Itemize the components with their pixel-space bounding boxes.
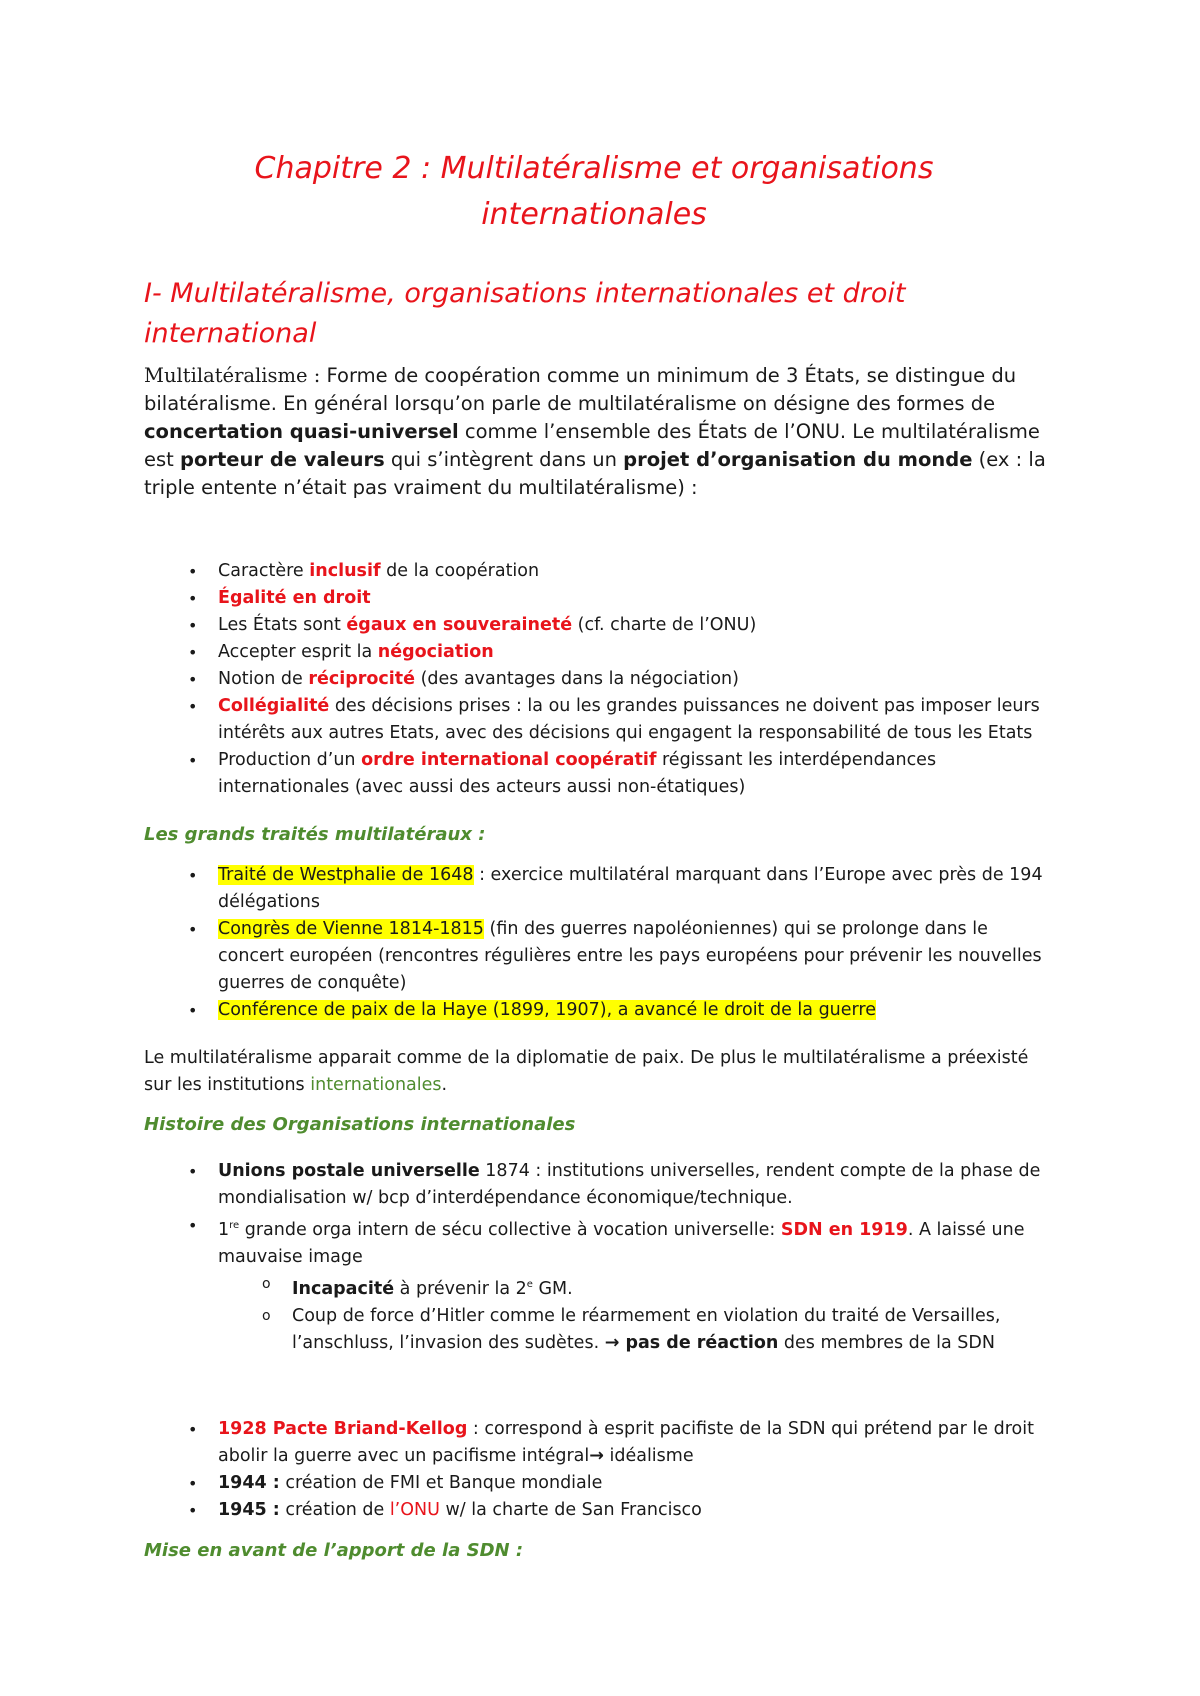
treaty-highlight: Conférence de paix de la Haye (1899, 1907), a avancé le droit de la guerre — [218, 1000, 877, 1020]
history-bold: 1944 : — [218, 1473, 280, 1493]
list-item — [144, 639, 1044, 666]
section-heading-line1: I- Multilatéralisme, organisations internationales et droit — [144, 278, 906, 309]
bullet-icon: • — [188, 670, 198, 689]
bullet-icon: • — [188, 1474, 198, 1493]
treaty-text: (fin des guerres napoléoniennes) qui se prolonge dans le concert européen (rencontres régulières entre les pays européens pour prévenir les nouvelles guerres de conquête) — [218, 919, 1042, 993]
bullet-icon: • — [188, 751, 198, 770]
sub-text: Coup de force d’Hitler comme le réarmement en violation du traité de Versailles, l’anschluss, l’invasion des sudètes. — [292, 1305, 1001, 1353]
history-heading: Histoire des Organisations internationales — [144, 1114, 576, 1135]
history-red: SDN en 1919 — [780, 1219, 908, 1240]
history-list — [144, 1158, 1044, 1357]
value-pre: Les États sont — [218, 615, 347, 635]
history-text: . A laissé une mauvaise image — [218, 1219, 1025, 1267]
bullet-icon: • — [188, 920, 198, 939]
list-item — [144, 666, 1044, 693]
bullet-icon: • — [188, 616, 198, 635]
history-mid: grande orga intern de sécu collective à vocation universelle: — [239, 1219, 781, 1240]
list-item — [144, 1497, 1044, 1524]
value-key: Égalité en droit — [218, 588, 371, 608]
history-text: : institutions universelles, rendent compte de la phase de mondialisation w/ bcp d’interdépendance économique/technique. — [218, 1161, 1041, 1208]
sub-text: GM. — [532, 1278, 573, 1299]
value-key: ordre international coopératif — [361, 750, 657, 770]
list-item — [144, 862, 1044, 916]
value-pre: Notion de — [218, 669, 309, 689]
list-item — [144, 693, 1044, 747]
list-item — [144, 585, 1044, 612]
value-pre: Caractère — [218, 561, 310, 581]
sdn-heading: Mise en avant de l’apport de la SDN : — [144, 1540, 524, 1561]
treaties-heading: Les grands traités multilatéraux : — [144, 824, 486, 845]
list-item — [144, 747, 1044, 801]
history-pre: création de — [279, 1500, 390, 1520]
value-post: (cf. charte de l’ONU) — [572, 615, 757, 635]
value-pre: Accepter esprit la — [218, 642, 378, 662]
chapter-title-line1: Chapitre 2 : Multilatéralisme et organisations — [254, 151, 934, 186]
sub-list-item — [218, 1303, 1044, 1357]
arrow-icon: → — [589, 1446, 604, 1466]
list-item — [144, 1470, 1044, 1497]
chapter-title — [144, 146, 1044, 238]
circle-bullet-icon: o — [262, 1307, 271, 1324]
history-bold: Unions postale universelle — [218, 1161, 480, 1181]
history-list-continued — [144, 1416, 1044, 1524]
list-item — [144, 1212, 1044, 1357]
bullet-icon: • — [188, 1501, 198, 1520]
value-post: (des avantages dans la négociation) — [415, 669, 739, 689]
bullet-icon: • — [188, 697, 198, 716]
intro-text-2: comme l’ensemble des États de l’ONU. Le multilatéralisme est — [144, 420, 1040, 471]
sub-mid: à prévenir la 2 — [394, 1278, 527, 1299]
circle-bullet-icon: o — [262, 1275, 271, 1292]
bullet-icon: • — [188, 866, 198, 885]
history-bold: 1945 : — [218, 1500, 280, 1520]
peace-paragraph — [144, 1045, 1054, 1099]
history-text: : correspond à esprit pacifiste de la SDN qui prétend par le droit abolir la guerre avec un pacifisme intégral — [218, 1419, 1034, 1466]
value-post: régissant les interdépendances internationales (avec aussi des acteurs aussi non-étatiques) — [218, 750, 937, 797]
bullet-icon: • — [188, 643, 198, 662]
history-text: création de FMI et Banque mondiale — [279, 1473, 603, 1493]
peace-text: Le multilatéralisme apparait comme de la diplomatie de paix. De plus le multilatéralisme a préexisté sur les institutions — [144, 1048, 1029, 1095]
intro-text-1: Forme de coopération comme un minimum de 3 États, se distingue du bilatéralisme. En général lorsqu’on parle de multilatéralisme on désigne des formes de — [144, 364, 1017, 415]
history-text: w/ la charte de San Francisco — [439, 1500, 702, 1520]
intro-bold-1: concertation quasi-universel — [144, 420, 459, 443]
bullet-icon: • — [188, 562, 198, 581]
history-text: idéalisme — [603, 1446, 694, 1466]
sub-bold: pas de réaction — [619, 1332, 779, 1353]
intro-paragraph — [144, 362, 1054, 502]
bullet-icon: • — [188, 1216, 198, 1235]
bullet-icon: • — [188, 589, 198, 608]
intro-bold-3: projet d’organisation du monde — [623, 448, 973, 471]
intro-text-4: (ex : la triple entente n’était pas vraiment du multilatéralisme) : — [144, 448, 1046, 499]
superscript: re — [229, 1220, 240, 1231]
intro-text-3: qui s’intègrent dans un — [384, 448, 624, 471]
sub-bold: Incapacité — [292, 1278, 395, 1299]
peace-green-word: internationales — [310, 1075, 442, 1095]
value-key: réciprocité — [308, 669, 415, 689]
arrow-icon: → — [604, 1332, 620, 1353]
list-item — [144, 612, 1044, 639]
value-key: égaux en souveraineté — [346, 615, 573, 635]
treaties-list — [144, 862, 1044, 1024]
history-red: l’ONU — [389, 1500, 440, 1520]
section-heading-line2: international — [144, 318, 317, 349]
values-list — [144, 558, 1044, 801]
definition-term: Multilatéralisme : — [144, 364, 321, 387]
intro-bold-2: porteur de valeurs — [180, 448, 385, 471]
treaty-text: : exercice multilatéral marquant dans l’Europe avec près de 194 délégations — [218, 865, 1043, 912]
list-item — [144, 997, 1044, 1024]
list-item — [144, 558, 1044, 585]
sub-text: des membres de la SDN — [778, 1332, 995, 1353]
bullet-icon: • — [188, 1420, 198, 1439]
value-key: négociation — [377, 642, 494, 662]
sub-list-item — [218, 1271, 1044, 1303]
chapter-title-line2: internationales — [481, 197, 707, 232]
value-post: des décisions prises : la ou les grandes puissances ne doivent pas imposer leurs intérêts aux autres Etats, avec des décisions qui engagent la responsabilité de tous les Etats — [218, 696, 1040, 743]
value-key: Collégialité — [218, 696, 330, 716]
history-year: 1874 — [479, 1161, 530, 1181]
list-item — [144, 1416, 1044, 1470]
superscript: e — [526, 1278, 533, 1290]
history-pre: 1 — [218, 1219, 230, 1240]
peace-period: . — [441, 1075, 448, 1095]
list-item — [144, 1158, 1044, 1212]
value-post: de la coopération — [380, 561, 540, 581]
treaty-highlight: Traité de Westphalie de 1648 — [218, 865, 474, 885]
value-pre: Production d’un — [218, 750, 362, 770]
treaty-highlight: Congrès de Vienne 1814-1815 — [218, 919, 484, 939]
list-item — [144, 916, 1044, 997]
section-heading — [144, 274, 1044, 354]
value-key: inclusif — [309, 561, 381, 581]
sub-list — [218, 1271, 1044, 1357]
history-red: 1928 Pacte Briand-Kellog — [218, 1419, 468, 1439]
bullet-icon: • — [188, 1162, 198, 1181]
bullet-icon: • — [188, 1001, 198, 1020]
